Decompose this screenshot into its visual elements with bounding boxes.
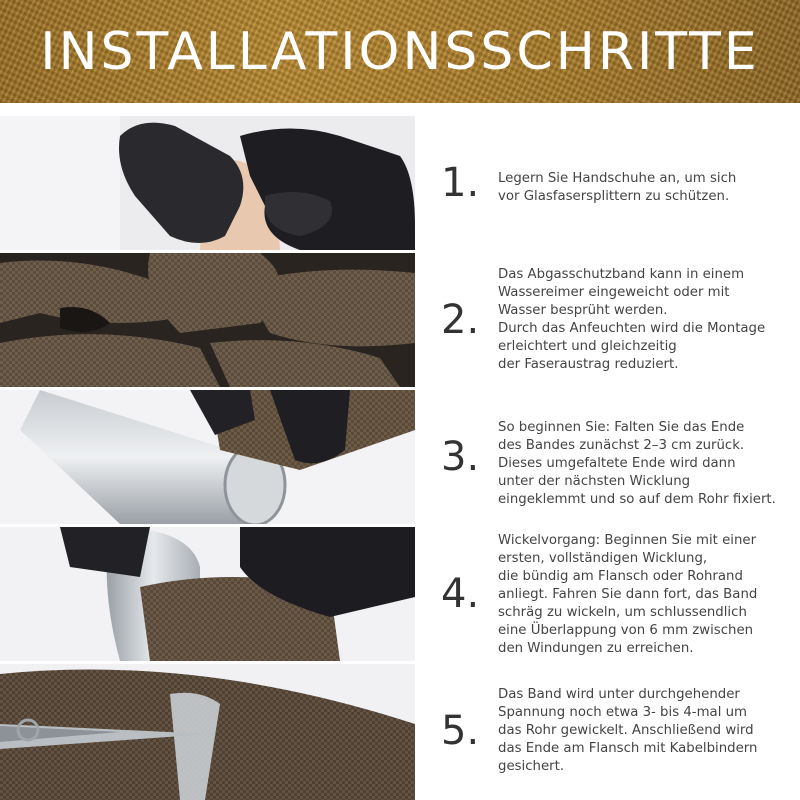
step-4-text: Wickelvorgang: Beginnen Sie mit einer ersten, vollständigen Wicklung, die bündig am Flansch oder Rohrand anliegt. Fahren Sie dann fort, das Band schräg zu wickeln, um schlussendlich eine Überlappung von 6 mm zwischen den Windungen zu erreichen.: [498, 533, 758, 656]
step-3-text: So beginnen Sie: Falten Sie das Ende des Bandes zunächst 2–3 cm zurück. Dieses umgefaltete Ende wird dann unter der nächsten Wicklung eingeklemmt und so auf dem Rohr fixiert.: [498, 420, 776, 507]
step-5: [0, 664, 800, 800]
step-5-photo-cable-ties: [0, 664, 415, 800]
step-2-text: Das Abgasschutzband kann in einem Wassereimer eingeweicht oder mit Wasser besprüht werden. Durch das Anfeuchten wird die Montage erleichtert und gleichzeitig der Faseraustrag reduziert.: [498, 267, 766, 372]
step-1-number: 1.: [441, 160, 480, 206]
step-3-number: 3.: [441, 434, 480, 480]
step-4: [0, 527, 800, 661]
step-1-photo-gloves: [0, 116, 415, 250]
step-4-number: 4.: [441, 571, 480, 617]
step-5-number: 5.: [441, 708, 480, 754]
step-3-photo-fold-end: [0, 390, 415, 524]
step-4-photo-wrapping: [0, 527, 415, 661]
step-2-photo-soaked-wrap: [0, 253, 415, 387]
step-2: [0, 253, 800, 387]
page-title: INSTALLATIONSSCHRITTE: [40, 22, 760, 82]
step-5-text: Das Band wird unter durchgehender Spannung noch etwa 3- bis 4-mal um das Rohr gewickelt. Anschließend wird das Ende am Flansch mit Kabelbindern gesichert.: [498, 687, 758, 774]
header-banner: [0, 0, 800, 103]
step-1-text: Legern Sie Handschuhe an, um sich vor Glasfasersplittern zu schützen.: [498, 171, 737, 204]
step-3: [0, 390, 800, 524]
step-1: [0, 116, 800, 250]
step-2-number: 2.: [441, 297, 480, 343]
